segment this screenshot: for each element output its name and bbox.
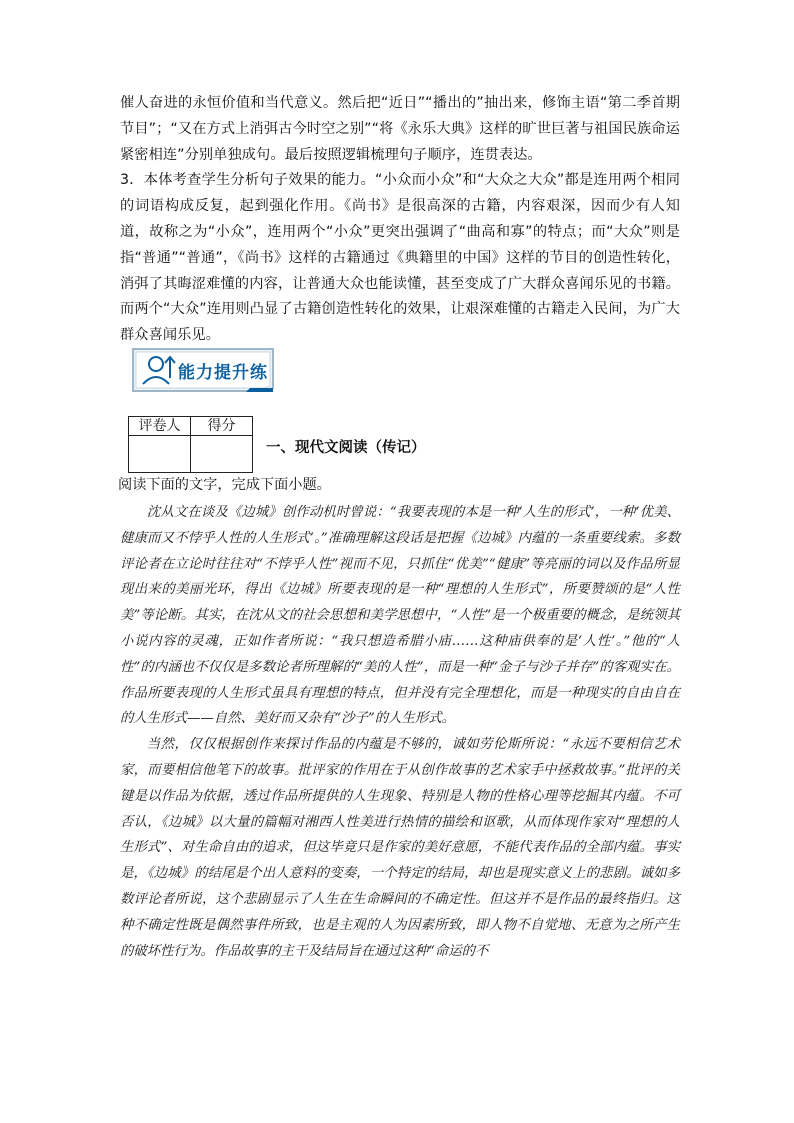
passage-paragraph-2: 当然，仅仅根据创作来探讨作品的内蕴是不够的，诚如劳伦斯所说：“永远不要相信艺术家，而要相信他笔下的故事。批评家的作用在于从创作故事的艺术家手中拯救故事。”批评的关键是以作品为依据，透过作品所提供的人生现象、特别是人物的性格心理等挖掘其内蕴。不可否认，《边城》以大量的篇幅对湘西人性美进行热情的描绘和讴歌，从而体现作家对“理想的人生形式”、对生命自由的追求，但这毕竟只是作家的美好意愿，不能代表作品的全部内蕴。事实是，《边城》的结尾是个出人意料的变奏，一个特定的结局，却也是现实意义上的悲剧。诚如多数评论者所说，这个悲剧显示了人生在生命瞬间的不确定性。但这并不是作品的最终指归。这种不确定性既是偶然事件所致，也是主观的人为因素所致，即人物不自觉地、无意为之所产生的破坏性行为。作品故事的主干及结局旨在通过这种“命运的不	[120, 737, 680, 959]
reading-passage	[120, 500, 680, 964]
score-table-header-score: 得分	[191, 417, 253, 436]
badge-label: 能力提升练	[178, 363, 268, 383]
score-table-cell-grader	[129, 436, 191, 473]
score-table-header-grader: 评卷人	[129, 417, 191, 436]
score-table-cell-score	[191, 436, 253, 473]
passage-paragraph-1: 沈从文在谈及《边城》创作动机时曾说：“我要表现的本是一种‘人生的形式’，一种‘优美、健康而又不悖乎人性的人生形式’。”准确理解这段话是把握《边城》内蕴的一条重要线索。多数评论者在立论时往往对“不悖乎人性”视而不见，只抓住“优美”“健康”等亮丽的词以及作品所显现出来的美丽光环，得出《边城》所要表现的是一种“理想的人生形式”，所要赞颂的是“人性美”等论断。其实，在沈从文的社会思想和美学思想中，“人性”是一个极重要的概念，是统领其小说内容的灵魂，正如作者所说：“我只想造希腊小庙……这种庙供奉的是‘人性’。”他的“人性”的内涵也不仅仅是多数论者所理解的“美的人性”，而是一种“金子与沙子并存”的客观实在。作品所要表现的人生形式虽具有理想的特点，但并没有完全理想化，而是一种现实的自由自在的人生形式——自然、美好而又杂有“沙子”的人生形式。	[120, 505, 680, 727]
score-table	[128, 416, 253, 473]
answer-explanation	[120, 91, 680, 349]
section-title: 一、现代文阅读（传记）	[266, 440, 426, 456]
answer-paragraph-1: 催人奋进的永恒价值和当代意义。然后把“近日”“播出的”抽出来，修饰主语“第二季首期节目”；“又在方式上消弭古今时空之别”“将《永乐大典》这样的旷世巨著与祖国民族命运紧密相连”分别单独成句。最后按照逻辑梳理句子顺序，连贯表达。	[120, 95, 680, 163]
ability-badge	[130, 346, 276, 394]
answer-paragraph-2: 3．本体考查学生分析句子效果的能力。“小众而小众”和“大众之大众”都是连用两个相同的词语构成反复，起到强化作用。《尚书》是很高深的古籍，内容艰深，因而少有人知道，故称之为“小众”，连用两个“小众”更突出强调了“曲高和寡”的特点；而“大众”则是指“普通”“普通”，《尚书》这样的古籍通过《典籍里的中国》这样的节目的创造性转化，消弭了其晦涩难懂的内容，让普通大众也能读懂，甚至变成了广大群众喜闻乐见的书籍。而两个“大众”连用则凸显了古籍创造性转化的效果，让艰深难懂的古籍走入民间，为广大群众喜闻乐见。	[120, 172, 680, 344]
reading-instruction: 阅读下面的文字，完成下面小题。	[118, 477, 331, 493]
